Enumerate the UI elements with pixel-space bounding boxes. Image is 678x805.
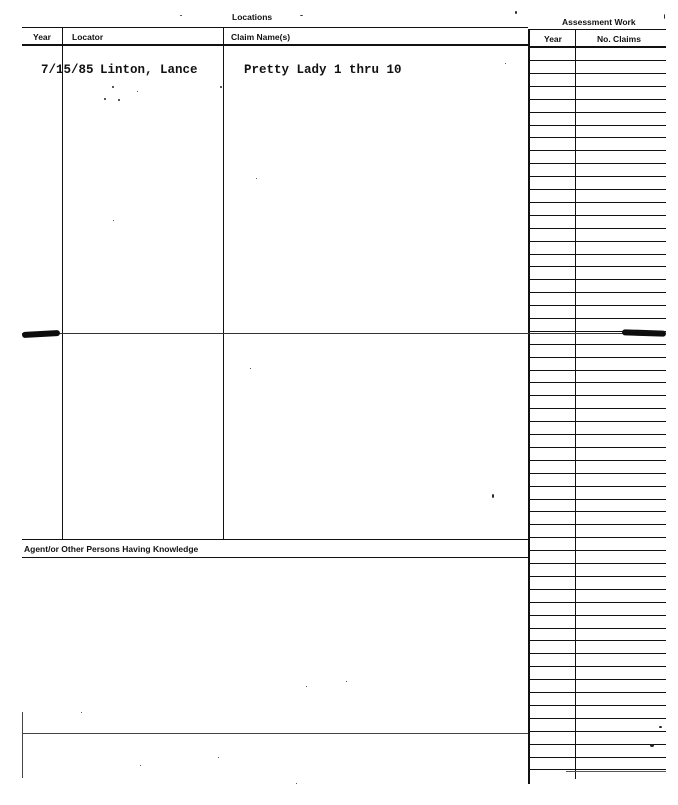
scan-speck: [650, 744, 654, 747]
assessment-row-rule: [528, 382, 666, 383]
assessment-row-rule: [528, 202, 666, 203]
lower-partial-rule: [22, 733, 528, 734]
assessment-row-rule: [528, 292, 666, 293]
scan-speck: [296, 783, 297, 784]
scan-speck: [492, 494, 494, 498]
assessment-row-rule: [528, 331, 666, 332]
assessment-work-heading: Assessment Work: [562, 17, 636, 27]
scan-speck: [300, 15, 303, 16]
scan-speck: [515, 11, 517, 14]
claim-names-column-header: Claim Name(s): [231, 32, 291, 42]
assessment-row-rule: [528, 99, 666, 100]
assessment-row-rule: [528, 486, 666, 487]
assessment-row-rule: [528, 150, 666, 151]
agent-section-heading-rule: [22, 557, 528, 558]
agent-section-top-rule: [22, 539, 528, 540]
scan-speck: [81, 712, 82, 713]
assessment-row-rule: [528, 215, 666, 216]
fold-line: [22, 333, 528, 334]
assessment-row-rule: [528, 137, 666, 138]
no-claims-column-header: No. Claims: [597, 34, 641, 44]
assessment-row-rule: [528, 112, 666, 113]
assessment-row-rule: [528, 615, 666, 616]
assessment-row-rule: [528, 705, 666, 706]
scan-speck: [220, 86, 222, 88]
assessment-row-rule: [528, 357, 666, 358]
claims-assessment-divider: [528, 29, 530, 784]
assessment-row-rule: [528, 473, 666, 474]
assessment-row-rule: [528, 679, 666, 680]
assessment-row-rule: [528, 731, 666, 732]
assessment-row-rule: [528, 524, 666, 525]
entry-claim-names: Pretty Lady 1 thru 10: [244, 63, 402, 77]
assessment-row-rule: [528, 370, 666, 371]
scan-speck: [118, 99, 120, 101]
assessment-row-rule: [528, 640, 666, 641]
assessment-year-column-header: Year: [544, 34, 562, 44]
assessment-row-rule: [528, 434, 666, 435]
scan-speck: [112, 86, 114, 88]
assessment-row-rule: [528, 266, 666, 267]
assessment-row-rule: [528, 537, 666, 538]
scan-speck: [140, 765, 141, 766]
year-column-header: Year: [33, 32, 51, 42]
scan-speck: [104, 98, 106, 100]
assessment-row-rule: [528, 447, 666, 448]
locator-column-header: Locator: [72, 32, 104, 42]
assessment-row-rule: [528, 563, 666, 564]
scan-speck: [256, 178, 257, 179]
assessment-row-rule: [528, 460, 666, 461]
assessment-row-rule: [528, 589, 666, 590]
year-locator-divider: [62, 27, 63, 539]
scan-speck: [664, 14, 665, 19]
entry-locator: Linton, Lance: [100, 63, 198, 77]
scan-speck: [659, 726, 662, 728]
ink-smudge-left: [22, 330, 60, 338]
assessment-row-rule: [528, 718, 666, 719]
assessment-row-rule: [528, 576, 666, 577]
assessment-row-rule: [528, 86, 666, 87]
assessment-row-rule: [528, 305, 666, 306]
assessment-row-rule: [528, 692, 666, 693]
entry-date: 7/15/85: [41, 63, 94, 77]
scan-speck: [180, 15, 182, 16]
assessment-row-rule: [528, 254, 666, 255]
header-top-rule: [22, 27, 528, 28]
assessment-row-rule: [528, 511, 666, 512]
assessment-row-rule: [528, 408, 666, 409]
scan-speck: [566, 771, 666, 772]
assessment-row-rule: [528, 499, 666, 500]
assessment-row-rule: [528, 228, 666, 229]
scan-speck: [346, 681, 347, 682]
assessment-row-rule: [528, 60, 666, 61]
assessment-row-rule: [528, 125, 666, 126]
scan-speck: [218, 757, 219, 758]
assessment-row-rule: [528, 421, 666, 422]
assessment-row-rule: [528, 653, 666, 654]
assessment-row-rule: [528, 73, 666, 74]
locations-heading: Locations: [232, 12, 273, 22]
assessment-row-rule: [528, 628, 666, 629]
assessment-row-rule: [528, 395, 666, 396]
assessment-row-rule: [528, 163, 666, 164]
scan-speck: [113, 220, 114, 221]
assessment-row-rule: [528, 318, 666, 319]
scan-speck: [250, 368, 251, 369]
scan-speck: [306, 686, 307, 687]
left-edge-mark: [22, 712, 23, 778]
locator-claim-divider: [223, 27, 224, 539]
assessment-row-rule: [528, 550, 666, 551]
assessment-row-rule: [528, 279, 666, 280]
header-bottom-rule: [22, 44, 528, 46]
assessment-row-rule: [528, 189, 666, 190]
assessment-row-rule: [528, 241, 666, 242]
agent-section-heading: Agent/or Other Persons Having Knowledge: [24, 544, 199, 554]
scan-speck: [137, 91, 138, 92]
assessment-row-rule: [528, 744, 666, 745]
scan-speck: [505, 63, 506, 64]
assessment-row-rule: [528, 176, 666, 177]
assessment-header-bottom-rule: [528, 46, 666, 48]
assessment-top-rule: [528, 29, 666, 30]
assessment-row-rule: [528, 602, 666, 603]
assessment-row-rule: [528, 757, 666, 758]
assessment-row-rule: [528, 666, 666, 667]
assessment-row-rule: [528, 344, 666, 345]
